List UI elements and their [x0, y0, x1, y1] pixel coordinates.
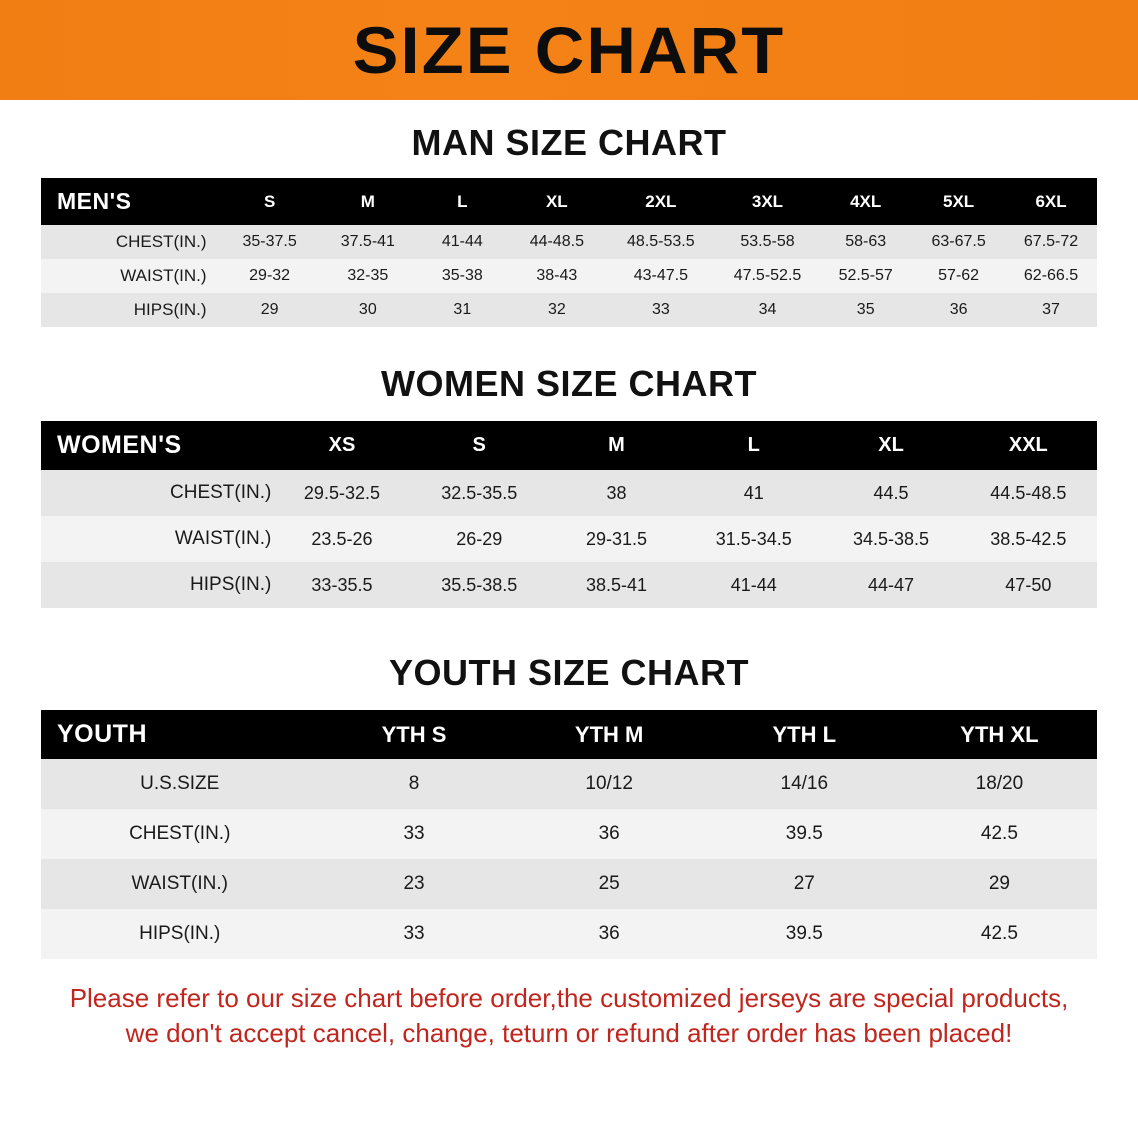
man-header-cell: L [457, 191, 468, 211]
women-cell: 38 [606, 482, 627, 503]
man-cell: 43-47.5 [633, 267, 688, 284]
women-row-label: WAIST(IN.) [174, 528, 272, 549]
women-cell: 41 [743, 482, 764, 503]
youth-cell: 18/20 [975, 773, 1024, 794]
youth-header-cell: YOUTH [57, 720, 147, 748]
women-cell: 38.5-41 [585, 574, 648, 595]
man-cell: 31 [453, 301, 472, 318]
page-title: SIZE CHART [352, 13, 786, 87]
man-cell: 33 [651, 301, 670, 318]
women-cell: 47-50 [1005, 574, 1052, 595]
man-cell: 36 [949, 301, 968, 318]
youth-cell: 39.5 [785, 823, 823, 844]
table-row [41, 516, 1097, 562]
table-row [41, 859, 1097, 909]
women-header-cell: L [747, 434, 760, 456]
man-cell: 38-43 [536, 267, 578, 284]
man-cell: 44-48.5 [529, 233, 584, 250]
man-cell: 57-62 [938, 267, 980, 284]
women-cell: 23.5-26 [311, 528, 373, 549]
youth-row-label: U.S.SIZE [140, 773, 220, 794]
table-row [41, 259, 1097, 293]
women-cell: 41-44 [730, 574, 777, 595]
man-row-label: WAIST(IN.) [120, 266, 207, 285]
man-header-cell: 4XL [850, 191, 882, 211]
women-cell: 44.5 [873, 482, 909, 503]
youth-section-heading: YOUTH SIZE CHART [388, 652, 749, 693]
man-header-cell: S [263, 191, 276, 211]
man-table-header-row [41, 178, 1097, 225]
table-row [41, 470, 1097, 516]
youth-header-cell: YTH S [381, 721, 447, 747]
man-cell: 52.5-57 [838, 267, 893, 284]
table-row [41, 809, 1097, 859]
youth-cell: 33 [403, 823, 425, 844]
women-cell: 44-47 [868, 574, 915, 595]
man-cell: 53.5-58 [740, 233, 795, 250]
man-section-heading: MAN SIZE CHART [411, 122, 727, 163]
women-cell: 31.5-34.5 [715, 528, 792, 549]
women-row-label: CHEST(IN.) [170, 482, 272, 503]
man-cell: 63-67.5 [931, 233, 986, 250]
youth-cell: 14/16 [780, 773, 829, 794]
man-cell: 37 [1042, 301, 1060, 318]
man-cell: 48.5-53.5 [627, 233, 695, 250]
youth-cell: 25 [598, 873, 620, 894]
table-row [41, 909, 1097, 959]
table-row [41, 293, 1097, 327]
youth-table-wrap [41, 710, 1097, 959]
women-row-label: HIPS(IN.) [190, 574, 272, 595]
man-cell: 32-35 [347, 267, 389, 284]
youth-table-header-row [41, 710, 1097, 759]
women-table-wrap [41, 421, 1097, 608]
youth-header-cell: YTH XL [960, 721, 1039, 747]
women-cell: 33-35.5 [311, 574, 373, 595]
youth-cell: 36 [598, 823, 620, 844]
man-header-cell: M [360, 191, 375, 211]
youth-cell: 39.5 [785, 923, 823, 944]
women-header-cell: XS [328, 434, 356, 456]
man-header-cell: 3XL [751, 191, 784, 211]
women-size-table [41, 421, 1097, 608]
man-header-cell: 2XL [645, 191, 677, 211]
youth-row-label: CHEST(IN.) [129, 823, 231, 844]
youth-header-cell: YTH L [772, 721, 837, 747]
women-header-cell: XXL [1008, 434, 1048, 456]
table-row [41, 562, 1097, 608]
man-size-table [41, 178, 1097, 327]
man-cell: 58-63 [845, 233, 887, 250]
man-cell: 37.5-41 [340, 233, 395, 250]
table-row [41, 225, 1097, 259]
man-cell: 30 [358, 301, 377, 318]
policy-notice [39, 981, 1099, 1051]
youth-size-table [41, 710, 1097, 959]
youth-cell: 29 [988, 873, 1010, 894]
policy-notice-line-2: we don't accept cancel, change, teturn or refund after order has been placed! [125, 1018, 1013, 1049]
women-cell: 35.5-38.5 [441, 574, 518, 595]
man-cell: 41-44 [441, 233, 483, 250]
women-cell: 44.5-48.5 [990, 482, 1067, 503]
women-table-header-row [41, 421, 1097, 470]
man-header-cell: 6XL [1035, 191, 1067, 211]
man-cell: 47.5-52.5 [733, 267, 802, 284]
youth-cell: 8 [408, 773, 420, 794]
man-cell: 67.5-72 [1023, 233, 1079, 250]
women-header-cell: XL [878, 434, 904, 456]
women-cell: 32.5-35.5 [441, 482, 518, 503]
man-row-label: HIPS(IN.) [133, 300, 207, 319]
man-table-wrap [41, 178, 1097, 327]
women-header-cell: WOMEN'S [57, 431, 182, 459]
youth-cell: 42.5 [980, 823, 1018, 844]
man-header-cell: 5XL [943, 191, 975, 211]
man-cell: 29 [260, 301, 279, 318]
women-section-heading: WOMEN SIZE CHART [381, 363, 757, 404]
man-cell: 35-38 [441, 267, 483, 284]
man-cell: 62-66.5 [1023, 267, 1079, 284]
women-cell: 34.5-38.5 [852, 528, 930, 549]
women-cell: 38.5-42.5 [990, 528, 1067, 549]
man-cell: 35-37.5 [242, 233, 297, 250]
women-cell: 29.5-32.5 [303, 482, 380, 503]
youth-header-cell: YTH M [574, 721, 644, 747]
man-cell: 29-32 [249, 267, 291, 284]
man-header-cell: XL [545, 191, 568, 211]
youth-row-label: HIPS(IN.) [139, 923, 221, 944]
women-cell: 26-29 [456, 528, 503, 549]
banner [0, 0, 1138, 100]
youth-cell: 42.5 [980, 923, 1018, 944]
man-cell: 35 [856, 301, 875, 318]
man-cell: 32 [547, 301, 566, 318]
youth-cell: 27 [793, 873, 815, 894]
women-header-cell: M [608, 434, 625, 456]
man-header-cell: MEN'S [57, 188, 132, 214]
women-cell: 29-31.5 [585, 528, 648, 549]
women-header-cell: S [472, 434, 486, 456]
man-row-label: CHEST(IN.) [115, 232, 207, 251]
youth-cell: 10/12 [585, 773, 633, 794]
youth-cell: 23 [403, 873, 425, 894]
youth-row-label: WAIST(IN.) [131, 873, 228, 894]
youth-cell: 33 [403, 923, 425, 944]
table-row [41, 759, 1097, 809]
man-cell: 34 [758, 301, 777, 318]
youth-cell: 36 [598, 923, 620, 944]
policy-notice-line-1: Please refer to our size chart before order,the customized jerseys are special products, [69, 983, 1069, 1013]
